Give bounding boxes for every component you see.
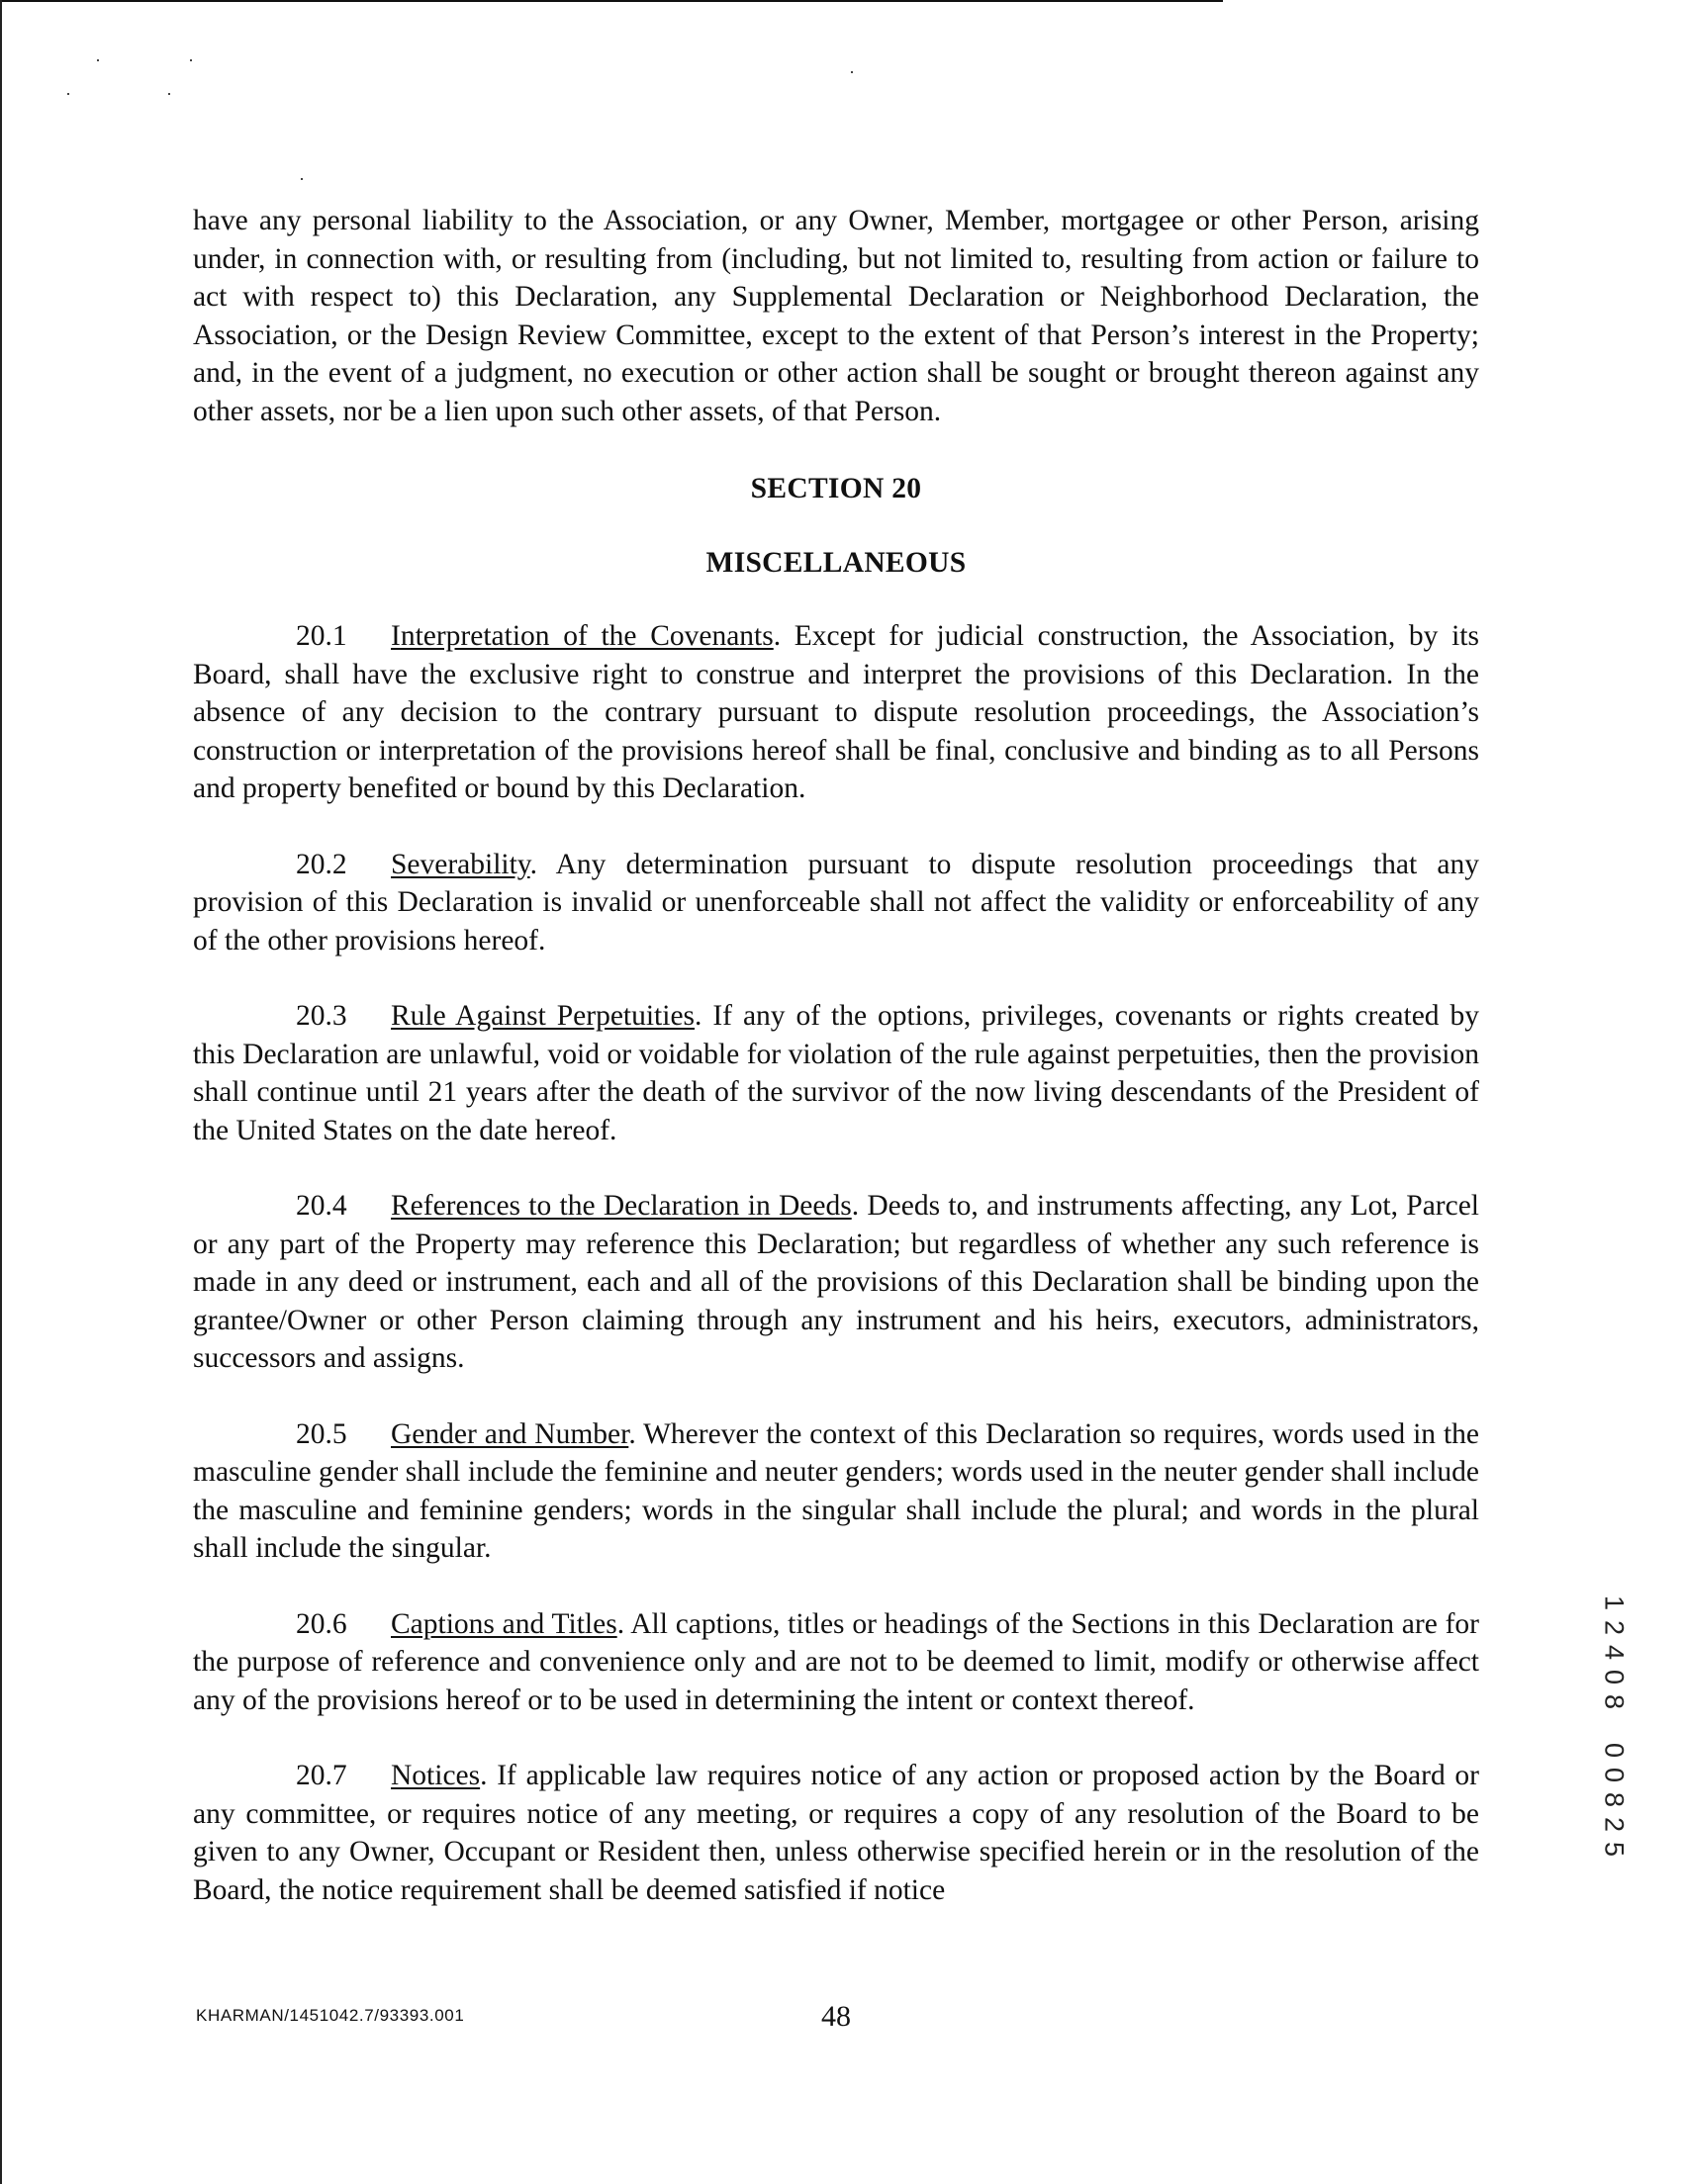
- subsection-text: . Except for judicial construction, the Association, by its Board, shall have the exclusive right to construe and interpret the provisions of this Declaration. In the absence of any decision to the contrary pursuant to dispute resolution proceedings, the Association’s construction or interpretation of the provisions hereof shall be final, conclusive and binding as to all Persons and property benefited or bound by this Declaration.: [193, 620, 1479, 804]
- document-body: [193, 202, 1479, 1909]
- stamp-digit: 2: [1599, 1816, 1630, 1833]
- subsection-text: . All captions, titles or headings of the Sections in this Declaration are for the purpose of reference and convenience only and are not to be deemed to limit, modify or otherwise affect any of the provisions hereof or to be used in determining the intent or context thereof.: [193, 1607, 1479, 1716]
- stamp-digit: 4: [1599, 1644, 1630, 1661]
- subsection-number: 20.5: [296, 1417, 347, 1450]
- subsection-20-7: [193, 1757, 1479, 1909]
- subsection-title: References to the Declaration in Deeds: [391, 1190, 852, 1222]
- subsection-20-5: [193, 1415, 1479, 1568]
- scan-speck: [67, 93, 69, 95]
- subsection-20-6: [193, 1605, 1479, 1720]
- stamp-digit: 0: [1599, 1742, 1630, 1759]
- stamp-digit: 8: [1599, 1693, 1630, 1710]
- subsection-number: 20.6: [296, 1607, 347, 1640]
- subsection-number: 20.4: [296, 1190, 347, 1222]
- scan-speck: [301, 178, 303, 180]
- section-title: MISCELLANEOUS: [705, 546, 967, 579]
- subsection-title: Gender and Number: [391, 1417, 629, 1450]
- subsection-20-3: [193, 997, 1479, 1149]
- stamp-digit: 2: [1599, 1619, 1630, 1636]
- subsection-number: 20.2: [296, 848, 347, 880]
- scan-speck: [97, 59, 99, 61]
- stamp-digit: 8: [1599, 1791, 1630, 1808]
- subsection-number: 20.3: [296, 1000, 347, 1032]
- recording-stamp: [1599, 1591, 1629, 1862]
- scan-speck: [190, 59, 192, 61]
- subsection-title: Notices: [391, 1760, 481, 1791]
- subsection-20-1: [193, 617, 1479, 808]
- subsection-title: Severability: [391, 848, 530, 880]
- subsection-number: 20.1: [296, 620, 347, 652]
- subsection-title: Captions and Titles: [391, 1607, 617, 1640]
- document-id: KHARMAN/1451042.7/93393.001: [196, 2006, 465, 2025]
- scan-speck: [851, 71, 853, 73]
- subsection-text: . If any of the options, privileges, covenants or rights created by this Declaration are unlawful, void or voidable for violation of the rule against perpetuities, then the provision shall continue until 21 years after the death of the survivor of the now living descendants of the President of the United States on the date hereof.: [193, 1000, 1479, 1146]
- top-border-line: [0, 0, 1223, 2]
- section-number: SECTION 20: [750, 473, 922, 504]
- subsection-number: 20.7: [296, 1760, 347, 1791]
- scan-speck: [168, 93, 170, 95]
- subsection-text: . Any determination pursuant to dispute resolution proceedings that any provision of this Declaration is invalid or unenforceable shall not affect the validity or enforceability of any of the other provisions hereof.: [193, 848, 1479, 956]
- subsection-text: . If applicable law requires notice of any action or proposed action by the Board or any committee, or requires notice of any meeting, or requires a copy of any resolution of the Board to be given to any Owner, Occupant or Resident then, unless otherwise specified herein or in the resolution of the Board, the notice requirement shall be deemed satisfied if notice: [193, 1760, 1479, 1906]
- subsection-20-4: [193, 1187, 1479, 1378]
- subsection-text: . Wherever the context of this Declaration so requires, words used in the masculine gender shall include the feminine and neuter genders; words used in the neuter gender shall include the masculine and feminine genders; words in the singular shall include the plural; and words in the plural shall include the singular.: [193, 1417, 1479, 1564]
- stamp-digit: 0: [1599, 1669, 1630, 1685]
- left-border-line: [0, 0, 2, 2184]
- subsection-20-2: [193, 846, 1479, 960]
- stamp-digit: 1: [1599, 1594, 1630, 1611]
- intro-paragraph: have any personal liability to the Association, or any Owner, Member, mortgagee or other Person, arising under, in connection with, or resulting from (including, but not limited to, resulting from action or failure to act with respect to) this Declaration, any Supplemental Declaration or Neighborhood Declaration, the Association, or the Design Review Committee, except to the extent of that Person’s interest in the Property; and, in the event of a judgment, no execution or other action shall be sought or brought thereon against any other assets, nor be a lien upon such other assets, of that Person.: [193, 205, 1479, 427]
- page-number: 48: [821, 2000, 851, 2033]
- subsection-title: Interpretation of the Covenants: [391, 620, 774, 652]
- stamp-digit: 5: [1599, 1841, 1630, 1858]
- subsection-title: Rule Against Perpetuities: [391, 1000, 696, 1032]
- subsection-text: . Deeds to, and instruments affecting, any Lot, Parcel or any part of the Property may reference this Declaration; but regardless of whether any such reference is made in any deed or instrument, each and all of the provisions of this Declaration shall be binding upon the grantee/Owner or other Person claiming through any instrument and his heirs, executors, administrators, successors and assigns.: [193, 1190, 1480, 1374]
- stamp-digit: 0: [1599, 1767, 1630, 1783]
